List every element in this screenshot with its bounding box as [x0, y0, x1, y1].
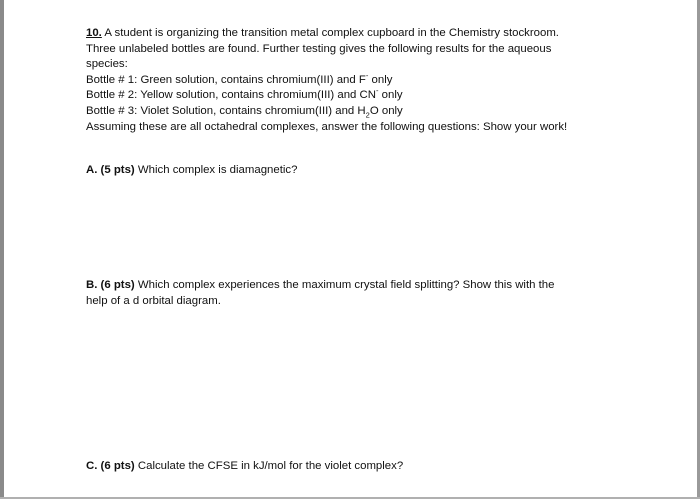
part-b-text-1: Which complex experiences the maximum crystal field splitting? Show this with the — [134, 279, 555, 291]
bottle-2: Bottle # 2: Yellow solution, contains chromium(III) and CN- only — [86, 86, 403, 102]
page-left-edge — [0, 0, 4, 499]
part-b — [86, 277, 646, 309]
assumption-line: Assuming these are all octahedral complexes, answer the following questions: Show your work! — [86, 120, 568, 133]
part-c-tag: C. (6 pts) — [86, 460, 135, 472]
part-c-text: Calculate the CFSE in kJ/mol for the violet complex? — [134, 460, 404, 472]
question-intro-line-1: 10. A student is organizing the transition metal complex cupboard in the Chemistry stockroom. — [86, 27, 559, 39]
part-a-text: Which complex is diamagnetic? — [134, 164, 298, 176]
bottle-1: Bottle # 1: Green solution, contains chromium(III) and F- only — [86, 70, 393, 86]
part-c — [86, 458, 646, 474]
part-b-text-2: help of a d orbital diagram. — [86, 295, 221, 307]
question-intro-line-2: Three unlabeled bottles are found. Further testing gives the following results for the aqueous — [86, 42, 552, 55]
question-intro-line-3: species: — [86, 58, 128, 71]
question-10 — [86, 26, 646, 135]
part-a — [86, 162, 646, 178]
question-number: 10. — [86, 27, 102, 39]
part-a-tag: A. (5 pts) — [86, 164, 135, 176]
part-b-tag: B. (6 pts) — [86, 279, 135, 291]
bottle-3: Bottle # 3: Violet Solution, contains chromium(III) and $H_2O$ only — [86, 104, 403, 120]
